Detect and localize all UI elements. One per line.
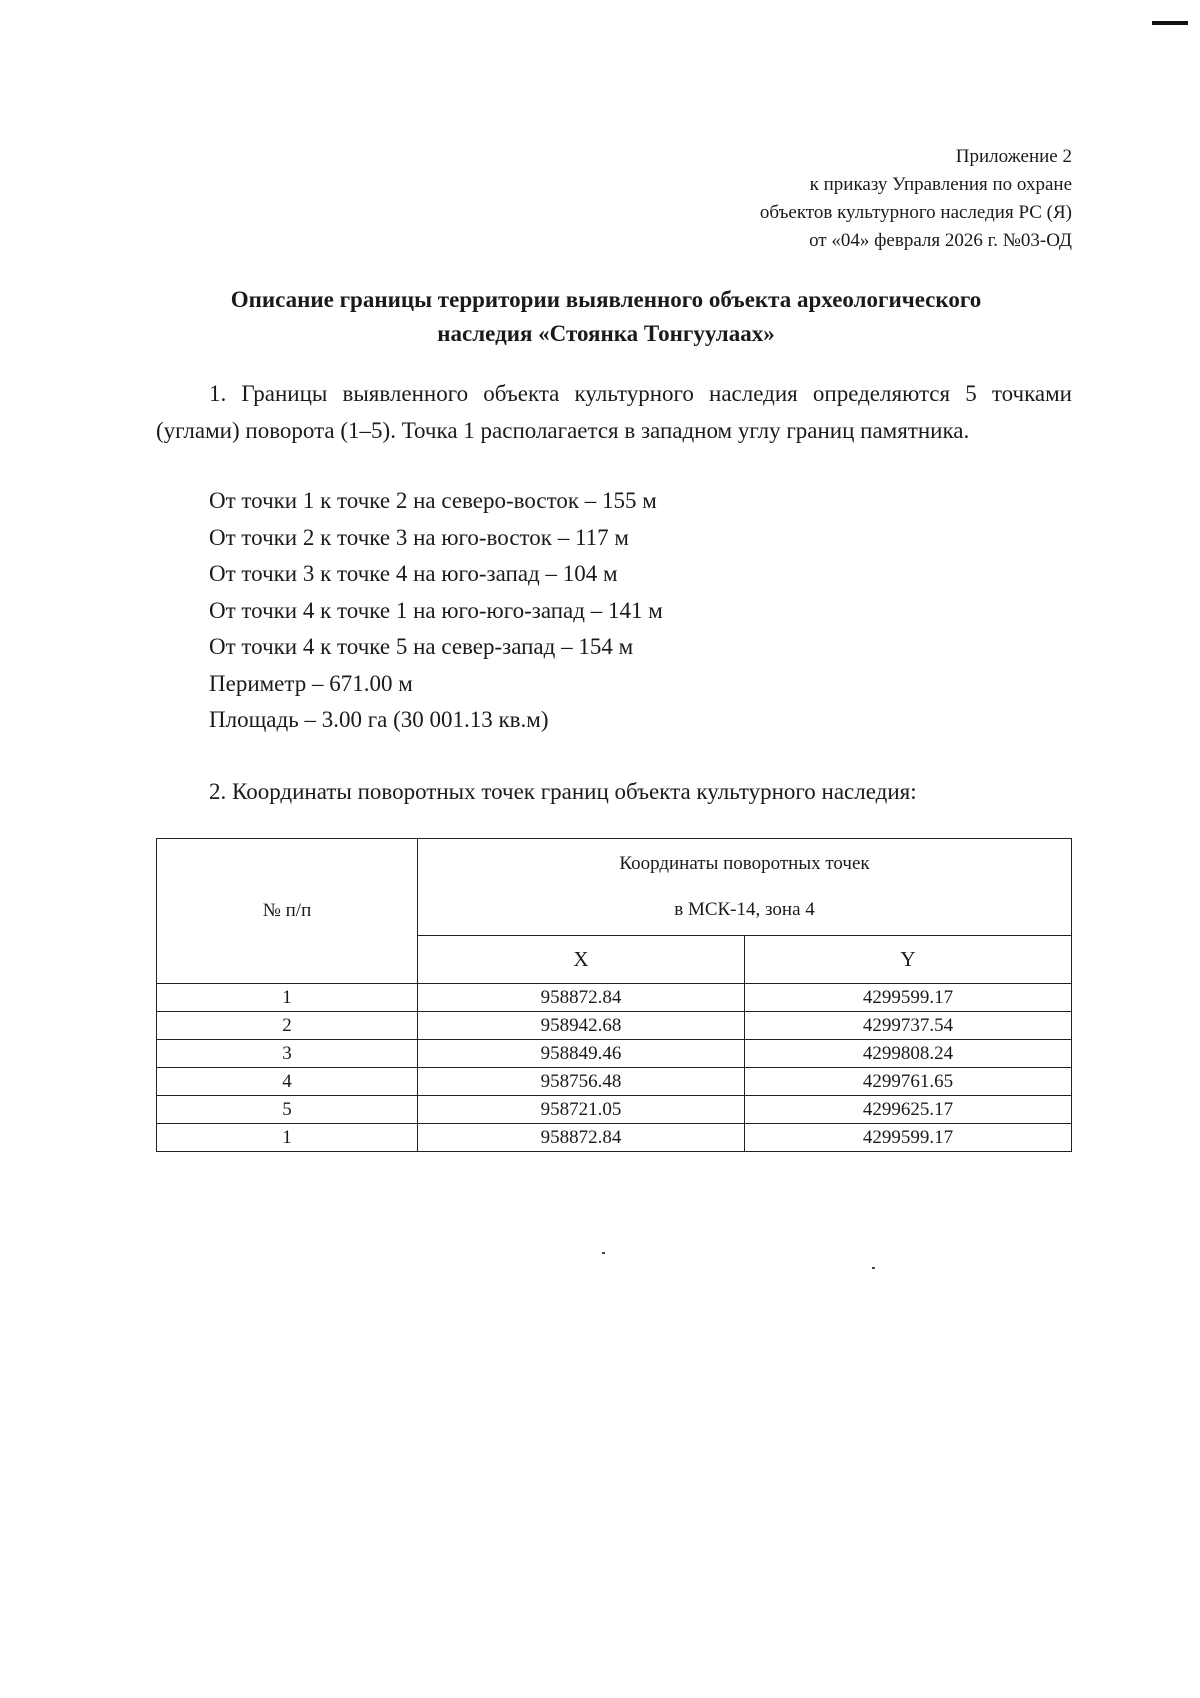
cell-x: 958756.48 — [418, 1068, 745, 1096]
column-header-coordinates — [418, 839, 1072, 936]
boundary-paragraph: 1. Границы выявленного объекта культурного наследия определяются 5 точками (углами) поворота (1–5). Точка 1 располагается в западном углу границ памятника. — [156, 381, 1072, 443]
cell-x: 958872.84 — [418, 1124, 745, 1152]
table-row — [157, 1012, 1072, 1040]
segment-line: От точки 2 к точке 3 на юго-восток – 117 м — [209, 524, 629, 550]
annex-line: объектов культурного наследия РС (Я) — [759, 202, 1072, 223]
annex-line: Приложение 2 — [955, 146, 1072, 167]
annex-header — [760, 143, 1072, 255]
cell-x: 958942.68 — [418, 1012, 745, 1040]
cell-number: 5 — [157, 1096, 418, 1124]
title-line: наследия «Стоянка Тонгуулаах» — [437, 321, 775, 346]
column-header-y: Y — [745, 936, 1072, 984]
cell-y: 4299625.17 — [745, 1096, 1072, 1124]
cell-number: 1 — [157, 1124, 418, 1152]
annex-line: к приказу Управления по охране — [809, 174, 1072, 195]
segment-line: От точки 3 к точке 4 на юго-запад – 104 м — [209, 561, 618, 586]
cell-y: 4299599.17 — [745, 1124, 1072, 1152]
scan-speck — [602, 1252, 605, 1254]
column-header-x: X — [418, 936, 745, 984]
cell-y: 4299737.54 — [745, 1012, 1072, 1040]
perimeter-line: Периметр – 671.00 м — [209, 670, 413, 696]
cell-number: 2 — [157, 1012, 418, 1040]
scan-edge-mark — [1152, 21, 1188, 25]
cell-y: 4299808.24 — [745, 1040, 1072, 1068]
coordinates-table — [156, 838, 1072, 1152]
segment-line: От точки 4 к точке 5 на север-запад – 154 м — [209, 634, 634, 659]
table-row — [157, 984, 1072, 1012]
cell-number: 4 — [157, 1068, 418, 1096]
table-row — [157, 1124, 1072, 1152]
cell-x: 958872.84 — [418, 984, 745, 1012]
cell-y: 4299761.65 — [745, 1068, 1072, 1096]
cell-x: 958849.46 — [418, 1040, 745, 1068]
coordinates-header-line: в МСК-14, зона 4 — [674, 899, 815, 920]
document-title — [140, 283, 1072, 351]
cell-y: 4299599.17 — [745, 984, 1072, 1012]
title-line: Описание границы территории выявленного объекта археологического — [230, 287, 982, 312]
cell-number: 3 — [157, 1040, 418, 1068]
coordinates-heading: 2. Координаты поворотных точек границ объекта культурного наследия: — [209, 779, 917, 804]
area-line: Площадь – 3.00 га (30 001.13 кв.м) — [209, 707, 549, 732]
scan-speck — [872, 1267, 875, 1269]
coordinates-header-line: Координаты поворотных точек — [619, 853, 870, 874]
segment-line: От точки 4 к точке 1 на юго-юго-запад – 141 м — [209, 597, 663, 623]
cell-x: 958721.05 — [418, 1096, 745, 1124]
column-header-number: № п/п — [157, 839, 418, 984]
table-row — [157, 1068, 1072, 1096]
segment-line: От точки 1 к точке 2 на северо-восток – 155 м — [209, 488, 657, 513]
table-row — [157, 1040, 1072, 1068]
annex-line: от «04» февраля 2026 г. №03-ОД — [809, 230, 1072, 251]
boundary-segments-list — [209, 483, 1069, 739]
cell-number: 1 — [157, 984, 418, 1012]
table-row — [157, 1096, 1072, 1124]
